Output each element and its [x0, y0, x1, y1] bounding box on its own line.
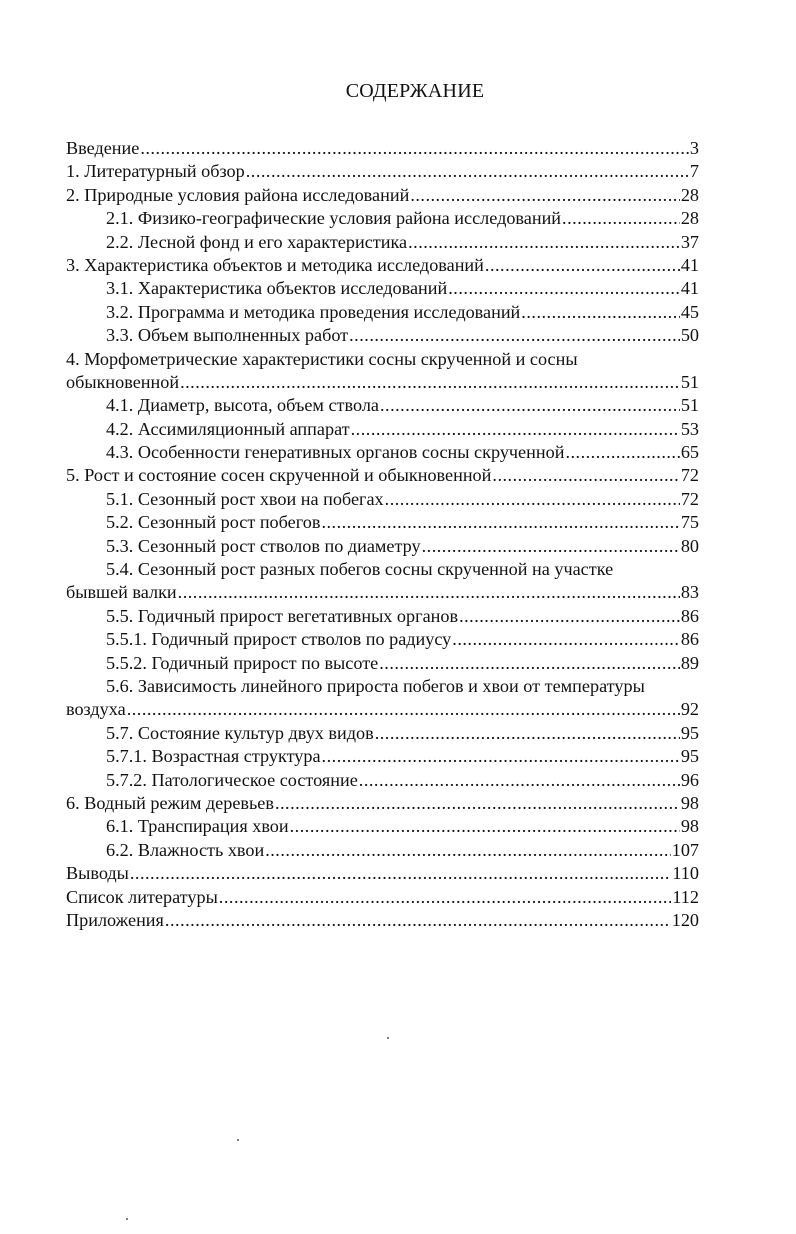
dot-leader — [219, 886, 672, 909]
dot-leader — [140, 137, 689, 160]
toc-entry-page: 53 — [680, 418, 699, 439]
toc-entry[interactable] — [66, 394, 699, 417]
toc-entry-page: 89 — [680, 652, 699, 673]
toc-entry-text: 5.6. Зависимость линейного прироста побегов и хвои от температуры — [106, 675, 645, 696]
dot-leader — [246, 160, 689, 183]
toc-entry[interactable] — [66, 839, 699, 862]
toc-entry-text: обыкновенной — [66, 371, 180, 392]
toc-entry-page: 120 — [671, 909, 699, 930]
toc-entry-page: 95 — [680, 722, 699, 743]
toc-entry[interactable] — [66, 464, 699, 487]
toc-entry-page: 41 — [680, 278, 699, 299]
dot-leader — [379, 652, 680, 675]
toc-entry[interactable] — [66, 348, 699, 371]
toc-entry-page: 65 — [680, 442, 699, 463]
dot-leader — [165, 909, 671, 932]
toc-entry[interactable] — [66, 137, 699, 160]
dot-leader — [127, 698, 680, 721]
toc-entry-text: Приложения — [66, 909, 164, 930]
toc-entry-text: 2.1. Физико-географические условия района исследований — [106, 208, 562, 229]
dot-leader — [180, 371, 680, 394]
toc-entry-page: 50 — [680, 325, 699, 346]
toc-entry-text: 5.7.2. Патологическое состояние — [106, 769, 358, 790]
toc-entry-text: 6. Водный режим деревьев — [66, 792, 274, 813]
toc-entry[interactable] — [66, 769, 699, 792]
toc-entry-text: 5.5.2. Годичный прирост по высоте — [106, 652, 379, 673]
toc-entry-text: 6.1. Транспирация хвои — [106, 816, 289, 837]
toc-entry[interactable] — [66, 207, 699, 230]
toc-entry-page: 80 — [680, 535, 699, 556]
toc-entry-page: 96 — [680, 769, 699, 790]
dot-leader — [380, 394, 680, 417]
toc-entry[interactable] — [66, 605, 699, 628]
toc-entry-text: 5.7. Состояние культур двух видов — [106, 722, 374, 743]
page-title: СОДЕРЖАНИЕ — [345, 80, 485, 102]
toc-entry-continuation[interactable] — [66, 581, 699, 604]
toc-entry-text: 4.3. Особенности генеративных органов сосны скрученной — [106, 442, 565, 463]
toc-entry-page: 7 — [689, 161, 699, 182]
scan-speck — [237, 1139, 239, 1141]
toc-entry-page: 72 — [680, 488, 699, 509]
toc-entry[interactable] — [66, 722, 699, 745]
toc-entry-text: 3. Характеристика объектов и методика исследований — [66, 254, 484, 275]
dot-leader — [410, 184, 680, 207]
toc-entry-text: 5.4. Сезонный рост разных побегов сосны скрученной на участке — [106, 559, 614, 580]
dot-leader — [351, 418, 680, 441]
toc-entry[interactable] — [66, 628, 699, 651]
dot-leader — [452, 628, 680, 651]
toc-entry-text: 5.5.1. Годичный прирост стволов по радиусу — [106, 629, 452, 650]
toc-entry-page: 95 — [680, 746, 699, 767]
toc-entry-page: 107 — [671, 839, 699, 860]
toc-entry-page: 37 — [680, 231, 699, 252]
toc-entry[interactable] — [66, 558, 699, 581]
toc-entry-text: 1. Литературный обзор — [66, 161, 245, 182]
toc-entry-page: 3 — [689, 138, 699, 158]
dot-leader — [321, 511, 679, 534]
dot-leader — [562, 207, 680, 230]
toc-entry-page: 75 — [680, 512, 699, 533]
toc-entry-page: 72 — [680, 465, 699, 486]
toc-entry[interactable] — [66, 418, 699, 441]
toc-entry-text: 5. Рост и состояние сосен скрученной и обыкновенной — [66, 465, 492, 486]
toc-entry[interactable] — [66, 675, 699, 698]
toc-entry-page: 98 — [680, 816, 699, 837]
toc-entry-page: 86 — [680, 629, 699, 650]
toc-entry[interactable] — [66, 862, 699, 885]
toc-entry-page: 110 — [672, 863, 699, 884]
toc-entry-text: 5.2. Сезонный рост побегов — [106, 512, 321, 533]
toc-entry-page: 28 — [680, 208, 699, 229]
dot-leader — [485, 254, 680, 277]
dot-leader — [408, 231, 680, 254]
toc-entry-page: 112 — [672, 886, 699, 907]
dot-leader — [275, 792, 680, 815]
toc-entry[interactable] — [66, 652, 699, 675]
toc-entry[interactable] — [66, 254, 699, 277]
toc-entry-page: 51 — [680, 371, 699, 392]
toc-entry[interactable] — [66, 184, 699, 207]
toc-entry-text: Список литературы — [66, 886, 218, 907]
toc-entry-page: 45 — [680, 301, 699, 322]
dot-leader — [178, 581, 680, 604]
toc-entry-text: воздуха — [66, 699, 126, 720]
toc-entry-text: 5.7.1. Возрастная структура — [106, 746, 321, 767]
toc-entry[interactable] — [66, 277, 699, 300]
toc-entry-text: 3.3. Объем выполненных работ — [106, 325, 349, 346]
dot-leader — [565, 441, 679, 464]
scan-speck — [126, 1218, 128, 1220]
dot-leader — [265, 839, 671, 862]
toc-entry-continuation[interactable] — [66, 371, 699, 394]
toc-entry[interactable] — [66, 745, 699, 768]
toc-entry-text: бывшей валки — [66, 582, 177, 603]
toc-entry-page: 86 — [680, 605, 699, 626]
toc-entry[interactable] — [66, 535, 699, 558]
toc-entry[interactable] — [66, 324, 699, 347]
toc-entry-page: 98 — [680, 792, 699, 813]
toc-entry-text: 4.1. Диаметр, высота, объем ствола — [106, 395, 379, 416]
toc-entry[interactable] — [66, 231, 699, 254]
dot-leader — [385, 488, 680, 511]
toc-entry-text: 3.1. Характеристика объектов исследований — [106, 278, 448, 299]
toc-entry-text: Выводы — [66, 863, 129, 884]
toc-entry-text: 5.1. Сезонный рост хвои на побегах — [106, 488, 384, 509]
dot-leader — [359, 769, 680, 792]
toc-entry-continuation[interactable] — [66, 698, 699, 721]
toc-entry[interactable] — [66, 815, 699, 838]
toc-entry[interactable] — [66, 441, 699, 464]
table-of-contents — [66, 137, 699, 932]
toc-entry[interactable] — [66, 301, 699, 324]
scan-speck — [387, 1037, 389, 1039]
dot-leader — [448, 277, 680, 300]
dot-leader — [459, 605, 680, 628]
toc-entry-text: 5.3. Сезонный рост стволов по диаметру — [106, 535, 421, 556]
dot-leader — [375, 722, 680, 745]
toc-entry[interactable] — [66, 160, 699, 183]
dot-leader — [521, 301, 680, 324]
toc-entry[interactable] — [66, 488, 699, 511]
toc-entry-text: 5.5. Годичный прирост вегетативных органов — [106, 605, 459, 626]
dot-leader — [422, 535, 680, 558]
dot-leader — [492, 464, 679, 487]
dot-leader — [290, 815, 680, 838]
toc-entry[interactable] — [66, 886, 699, 909]
toc-entry-text: Введение — [66, 138, 140, 158]
dot-leader — [349, 324, 680, 347]
toc-entry-page: 92 — [680, 699, 699, 720]
dot-leader — [130, 862, 672, 885]
toc-entry-text: 4.2. Ассимиляционный аппарат — [106, 418, 350, 439]
toc-entry-page: 28 — [680, 184, 699, 205]
toc-entry-text: 2.2. Лесной фонд и его характеристика — [106, 231, 408, 252]
toc-entry-text: 2. Природные условия района исследований — [66, 184, 410, 205]
toc-entry-page: 51 — [680, 395, 699, 416]
toc-entry-text: 6.2. Влажность хвои — [106, 839, 265, 860]
dot-leader — [322, 745, 680, 768]
toc-entry[interactable] — [66, 511, 699, 534]
toc-entry[interactable] — [66, 909, 699, 932]
toc-entry-text: 4. Морфометрические характеристики сосны скрученной и сосны — [66, 348, 578, 369]
toc-entry-page: 41 — [680, 254, 699, 275]
toc-entry-text: 3.2. Программа и методика проведения исследований — [106, 301, 521, 322]
toc-entry-page: 83 — [680, 582, 699, 603]
toc-entry[interactable] — [66, 792, 699, 815]
